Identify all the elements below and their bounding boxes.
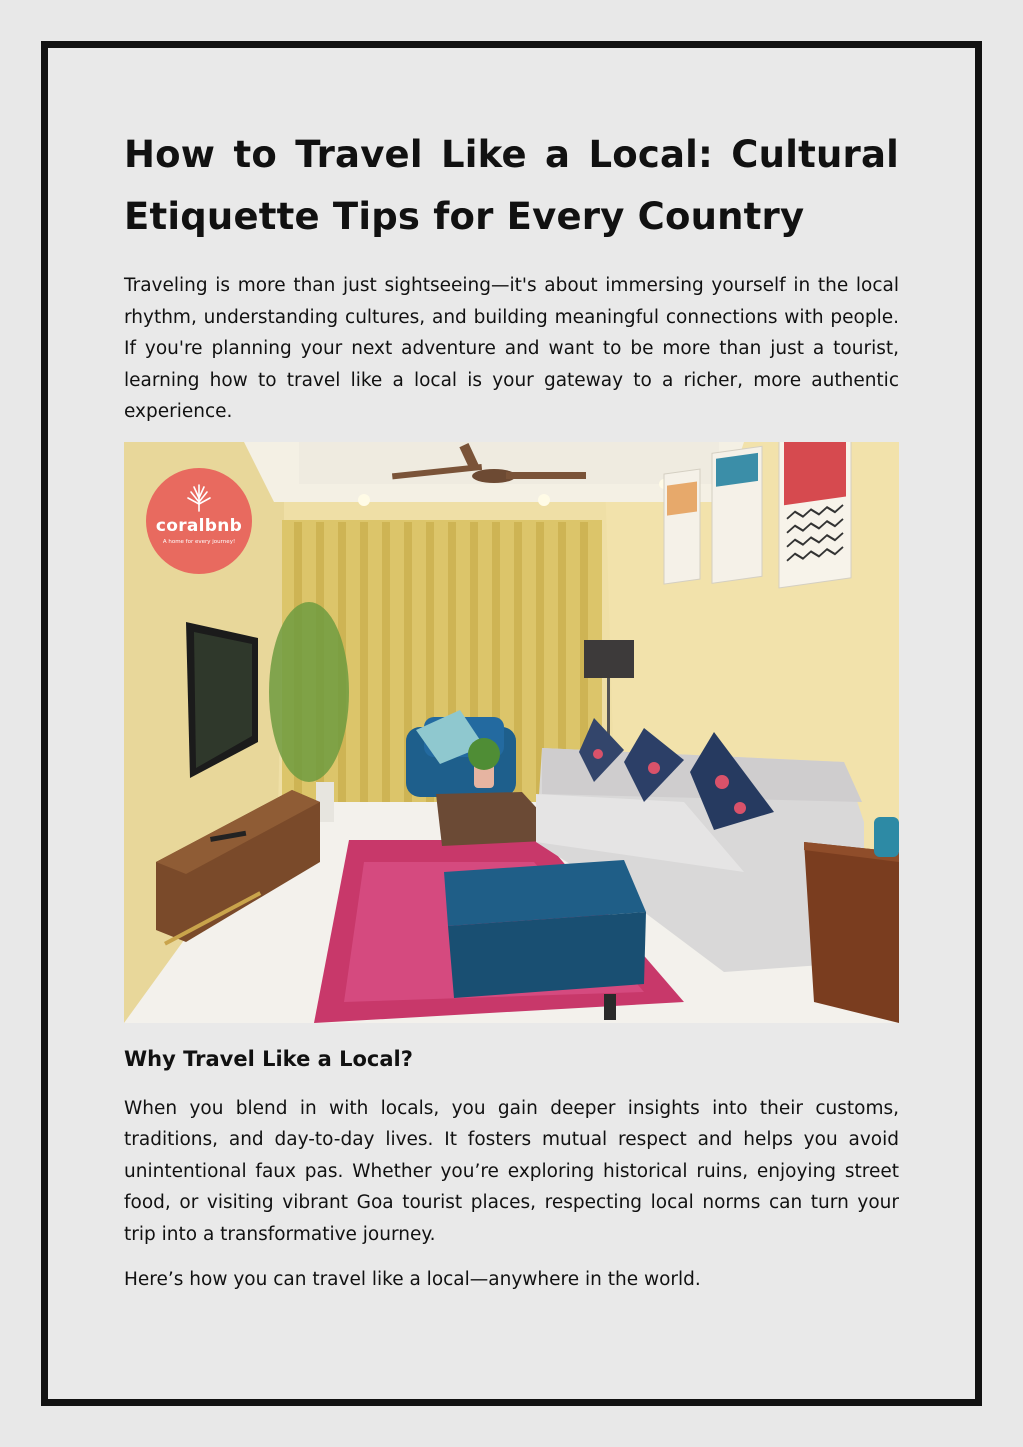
article-title: How to Travel Like a Local: Cultural Etiquette Tips for Every Country — [124, 133, 899, 238]
article — [124, 124, 899, 1296]
logo-tagline: A home for every journey! — [162, 538, 236, 545]
coralbnb-logo — [146, 468, 252, 574]
logo-brand: coralbnb — [155, 515, 243, 536]
section-heading: Why Travel Like a Local? — [124, 1046, 413, 1071]
intro-paragraph: Traveling is more than just sightseeing—it's about immersing yourself in the local rhythm, understanding cultures, and building meaningful connections with people. If you're planning your next adventure and want to be more than just a tourist, learning how to travel like a local is your gateway to a richer, more authentic experience. — [124, 275, 899, 422]
closing-paragraph: Here’s how you can travel like a local—anywhere in the world. — [124, 1269, 701, 1290]
tree-icon — [185, 484, 213, 512]
section-paragraph: When you blend in with locals, you gain deeper insights into their customs, traditions, and day-to-day lives. It fosters mutual respect and helps you avoid unintentional faux pas. Whether you’re exploring historical ruins, enjoying street food, or visiting vibrant Goa tourist places, respecting local norms can turn your trip into a transformative journey. — [124, 1097, 899, 1245]
hero-image-living-room — [124, 442, 899, 1023]
side-table — [804, 817, 899, 1023]
